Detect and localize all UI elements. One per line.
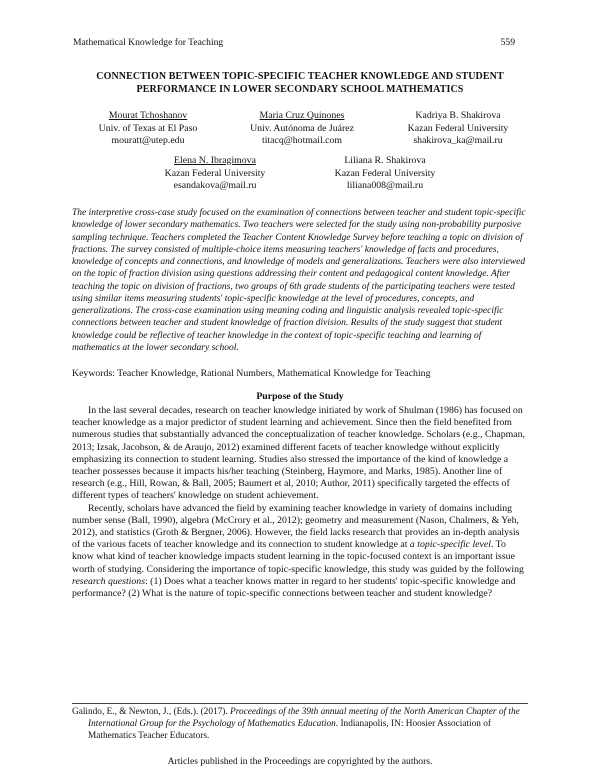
paragraph-2-text: . To know what kind of teacher knowledge impacts student learning in the topic-focused context is an important issue worth of studying. Considering the importance of topic-specific knowledge, this study was guided by the following [72,539,524,575]
paragraph-2 [72,503,528,601]
author-name: Mourat Tchoshanov [108,110,188,121]
paragraph-2-emphasis: research questions [72,575,146,587]
author-block [388,110,528,148]
paragraph-1: In the last several decades, research on teacher knowledge initiated by work of Shulman (1986) has focused on teacher knowledge as a major predictor of student learning and achievement. Since then the field benefited from numerous studies that substantially advanced the conceptualization of teacher knowledge. Scholars (e.g., Chapman, 2013; Izsak, Jacobson, & de Araujo, 2012) examined different facets of teacher knowledge without explicitly emphasizing its connection to student learning. Studies also stressed the importance of the kind of knowledge a teacher possesses because it impacts his/her teaching (Steinberg, Haymore, and Marks, 1985). Another line of research (e.g., Hill, Rowan, & Ball, 2005; Baumert et al, 2010; Author, 2011) specifically targeted the effects of different types of teachers' knowledge on student achievement. [72,405,525,502]
author-block [228,110,376,148]
author-block [145,155,285,193]
author-email[interactable]: shakirova_ka@mail.ru [413,135,503,147]
citation-authors: Galindo, E., & Newton, J., (Eds.). (2017). [72,707,231,717]
citation-publisher: . Indianapolis, IN: Hoosier Association of Mathematics Teacher Educators. [88,719,491,742]
citation-title: Proceedings of the 39th annual meeting of the North American Chapter of the International Group for the Psychology of Mathematics Education [88,707,520,730]
citation-text [72,706,528,743]
title-line-2: PERFORMANCE IN LOWER SECONDARY SCHOOL MATHEMATICS [136,84,464,95]
paragraph-2-text: Recently, scholars have advanced the field by examining teacher knowledge in variety of domains including number sense (Ball, 1990), algebra (McCrory et al., 2012); geometry and measurement (Nason, Chalmers, & Yeh, 2012), and statistics (Groth & Bergner, 2006). However, the field lacks research that provides an in-depth analysis of the various facets of teacher knowledge and its connection to student knowledge at [72,502,520,551]
author-affiliation: Univ. of Texas at El Paso [98,122,198,134]
paragraph-2-text: : (1) Does what a teacher knows matter in regard to her students' topic-specific knowledge and performance? (2) What is the nature of topic-specific connections between teacher and student knowledge? [72,575,516,600]
author-email[interactable]: mouratt@utep.edu [111,135,185,147]
author-name: Kadriya B. Shakirova [415,110,501,121]
author-email[interactable]: esandakova@mail.ru [173,180,257,192]
paper-title [60,70,540,96]
author-email[interactable]: liliana008@mail.ru [346,180,424,192]
citation-footnote [72,706,528,743]
copyright-notice: Articles published in the Proceedings are copyrighted by the authors. [167,756,433,767]
page-number: 559 [500,37,515,48]
author-affiliation: Univ. Autónoma de Juárez [250,122,354,134]
footnote-divider [72,703,528,704]
body-text [72,405,528,600]
section-heading: Purpose of the Study [256,391,344,402]
author-affiliation: Kazan Federal University [164,167,266,179]
keywords: Keywords: Teacher Knowledge, Rational Numbers, Mathematical Knowledge for Teaching [72,368,431,379]
author-name: Liliana R. Shakirova [344,155,426,166]
author-name: Maria Cruz Quinones [259,110,345,121]
abstract: The interpretive cross-case study focused on the examination of connections between teacher and student topic-specific knowledge of lower secondary mathematics. Two teachers were selected for the study using non-probability purposive sampling technique. Teachers completed the Teacher Content Knowledge Survey before teaching a topic on division of fractions. The survey consisted of multiple-choice items measuring teachers' knowledge of facts and procedures, knowledge of concepts and connections, and knowledge of models and generalizations. Teachers were also interviewed on the topic of fraction division using questions addressing their content and pedagogical content knowledge. After teaching the topic on division of fractions, two groups of 6th grade students of the participating teachers were tested using similar items measuring students' topic-specific knowledge at the level of procedures, concepts, and generalizations. The cross-case examination using meaning coding and linguistic analysis revealed topic-specific connections between teacher and student knowledge of fraction division. Results of the study suggest that student knowledge could be reflective of teacher knowledge in the context of topic-specific teaching and learning of mathematics at the lower secondary school. [72,208,526,353]
running-header-journal: Mathematical Knowledge for Teaching [73,37,224,48]
author-block [78,110,218,148]
title-line-1: CONNECTION BETWEEN TOPIC-SPECIFIC TEACHER KNOWLEDGE AND STUDENT [96,71,504,82]
author-name: Elena N. Ibragimova [174,155,256,166]
author-affiliation: Kazan Federal University [334,167,436,179]
paragraph-2-emphasis: a topic-specific level [409,539,491,551]
author-email[interactable]: titacq@hotmail.com [261,135,343,147]
author-block [315,155,455,193]
author-affiliation: Kazan Federal University [407,122,509,134]
